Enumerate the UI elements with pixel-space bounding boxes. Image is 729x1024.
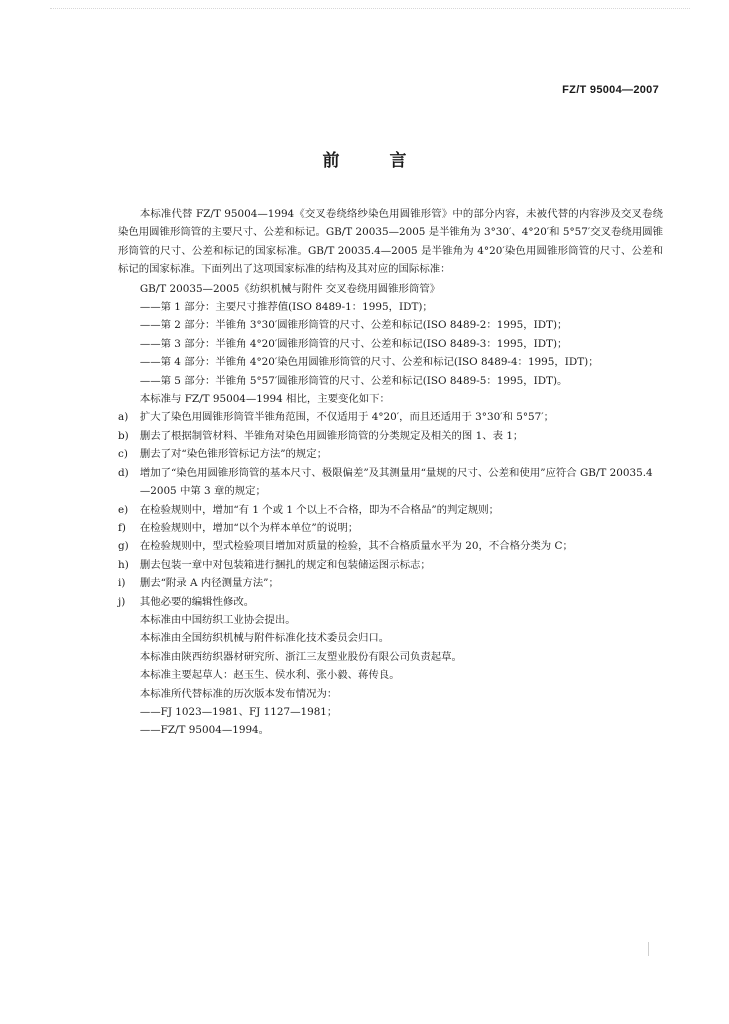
list-text: 扩大了染色用圆锥形筒管半锥角范围，不仅适用于 4°20′，而且还适用于 3°30′和 5°57′； [139,411,555,424]
history-item: ——FJ 1023—1981、FJ 1127—1981； [139,705,338,718]
list-text: 在检验规则中，型式检验项目增加对质量的检验，其不合格质量水平为 20，不合格分类为 C； [139,540,573,553]
list-text: 删去包装一章中对包装箱进行捆扎的规定和包装储运图示标志； [139,558,431,571]
structure-heading: GB/T 20035—2005《纺织机械与附件 交叉卷绕用圆锥形筒管》 [139,282,441,295]
list-text: 在检验规则中，增加“有 1 个或 1 个以上不合格，即为不合格品”的判定规则； [139,503,499,516]
list-marker: a) [118,411,129,424]
list-text: 在检验规则中，增加“以个为样本单位”的说明； [139,521,359,534]
list-marker: j) [118,595,126,608]
list-item [118,408,663,426]
scan-artifact-right [648,942,649,956]
list-item [118,501,663,519]
list-text: 增加了“染色用圆锥形筒管的基本尺寸、极限偏差”及其测量用“量规的尺寸、公差和使用”应符合 GB/T 20035.4—2005 中第 3 章的规定； [139,466,653,498]
list-marker: e) [118,503,129,516]
scan-artifact-top [50,8,690,10]
list-text: 删去了对“染色锥形管标记方法”的规定； [139,448,328,461]
structure-part: ——第 3 部分：半锥角 4°20′圆锥形筒管的尺寸、公差和标记(ISO 8489-3：1995，IDT)； [139,337,568,350]
changes-list [118,408,663,610]
list-item [118,556,663,574]
structure-part: ——第 2 部分：半锥角 3°30′圆锥形筒管的尺寸、公差和标记(ISO 8489-2：1995，IDT)； [139,319,568,332]
list-item [118,519,663,537]
list-marker: i) [118,577,126,590]
history-item: ——FZ/T 95004—1994。 [139,724,270,737]
standard-number: FZ/T 95004—2007 [562,84,659,96]
list-marker: h) [118,558,129,571]
list-marker: b) [118,429,129,442]
list-item [118,574,663,592]
page-title: 前 言 [322,151,429,171]
list-item [118,464,663,501]
closing-line: 本标准所代替标准的历次版本发布情况为： [139,687,338,700]
structure-part: ——第 4 部分：半锥角 4°20′染色用圆锥形筒管的尺寸、公差和标记(ISO 8489-4：1995，IDT)； [139,356,599,369]
closing-line: 本标准主要起草人：赵玉生、侯水利、张小毅、蒋传良。 [139,669,400,682]
list-item [118,427,663,445]
intro-paragraph: 本标准代替 FZ/T 95004—1994《交叉卷绕络纱染色用圆锥形管》中的部分内容，未被代替的内容涉及交叉卷绕染色用圆锥形筒管的主要尺寸、公差和标记。GB/T 20035—2005 是半锥角为 3°30′、4°20′和 5°57′交叉卷绕用圆锥形筒管的尺寸、公差和标记的国家标准。GB/T 20035.4—2005 是半锥角为 4°20′染色用圆锥形筒管的尺寸、公差和标记的国家标准。下面列出了这项国家标准的结构及其对应的国际标准： [118,208,663,276]
closing-line: 本标准由全国纺织机械与附件标准化技术委员会归口。 [139,632,390,645]
list-item [118,537,663,555]
list-marker: f) [118,521,126,534]
list-marker: d) [118,466,129,479]
closing-line: 本标准由陕西纺织器材研究所、浙江三友塑业股份有限公司负责起草。 [139,650,462,663]
list-marker: g) [118,540,129,553]
list-text: 删去“附录 A 内径测量方法”； [139,577,279,590]
list-text: 其他必要的编辑性修改。 [139,595,255,608]
changes-intro: 本标准与 FZ/T 95004—1994 相比，主要变化如下： [139,393,390,406]
closing-line: 本标准由中国纺织工业协会提出。 [139,613,296,626]
list-item [118,593,663,611]
list-item [118,445,663,463]
list-marker: c) [118,448,128,461]
document-body [118,205,663,740]
structure-part: ——第 5 部分：半锥角 5°57′圆锥形筒管的尺寸、公差和标记(ISO 8489-5：1995，IDT)。 [139,374,568,387]
structure-part: ——第 1 部分：主要尺寸推荐值(ISO 8489-1：1995，IDT)； [139,301,433,314]
list-text: 删去了根据制管材料、半锥角对染色用圆锥形筒管的分类规定及相关的图 1、表 1； [139,429,524,442]
